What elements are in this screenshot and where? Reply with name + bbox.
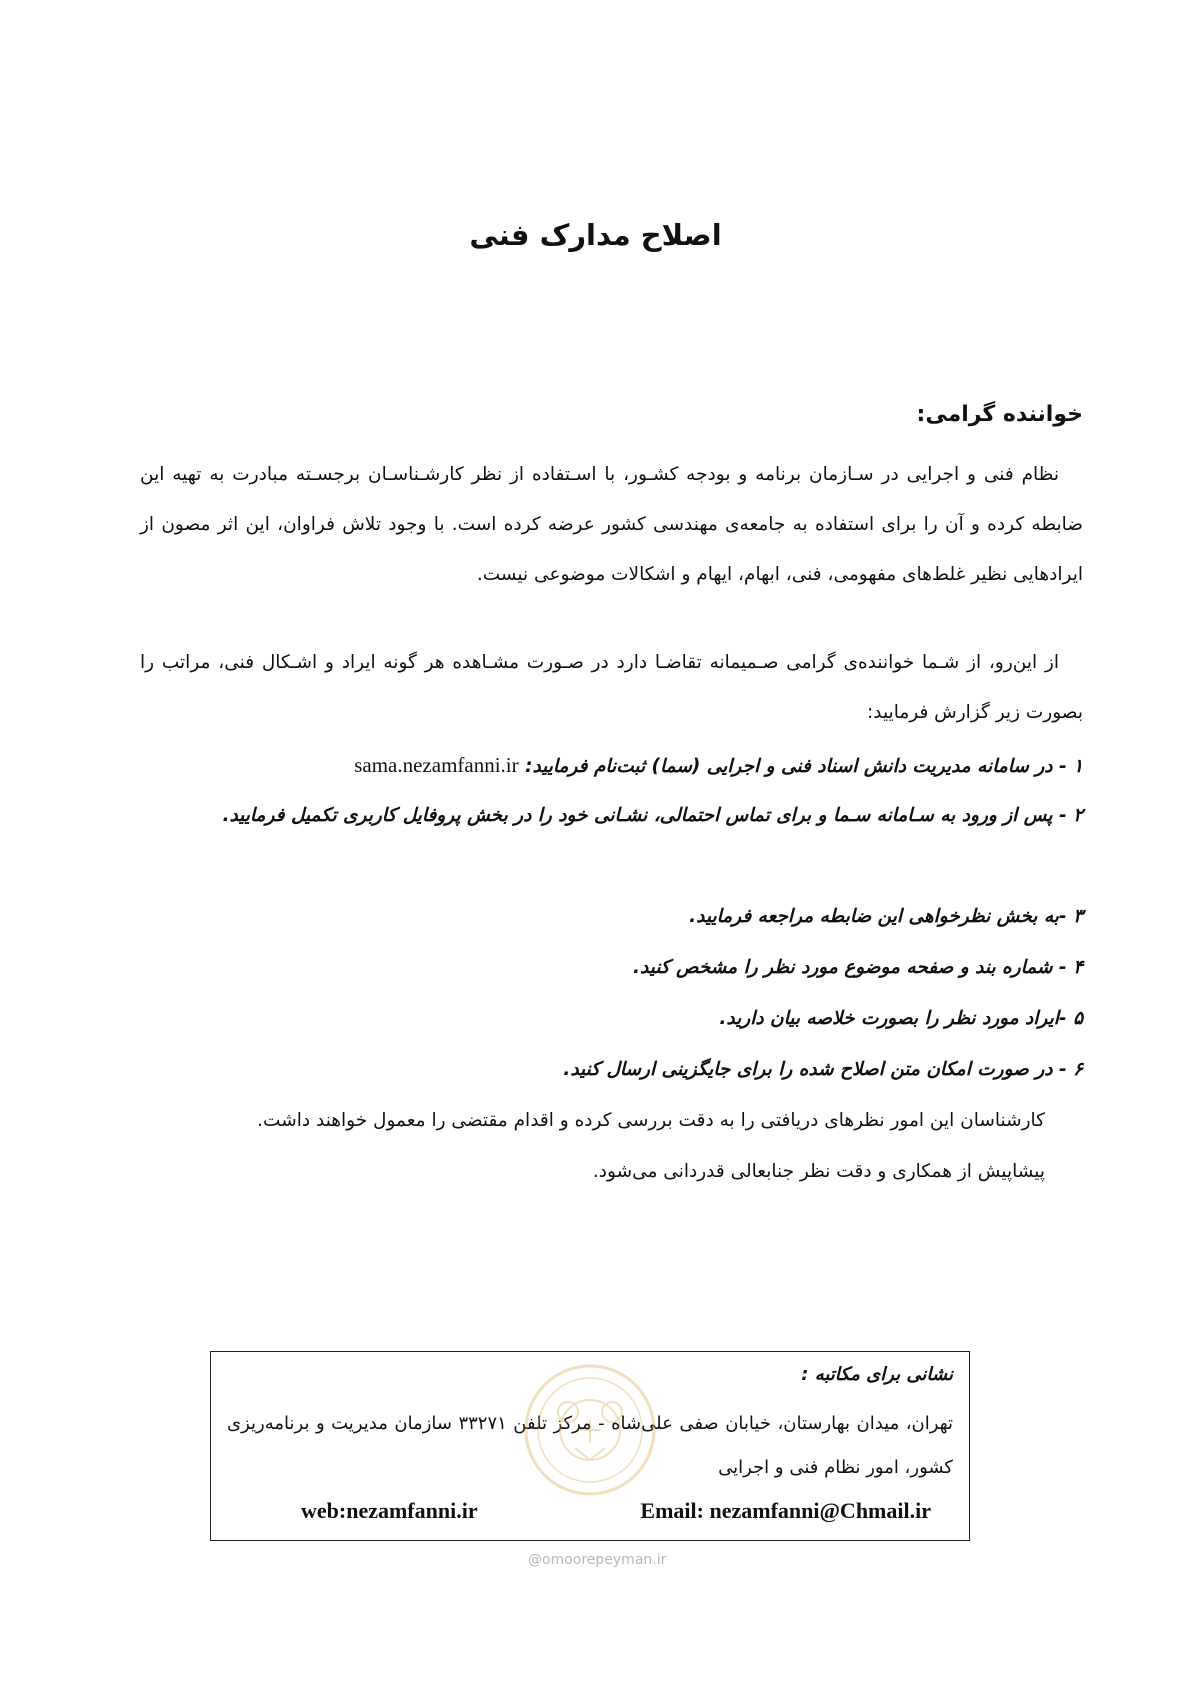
step-6: ۶ - در صورت امکان متن اصلاح شده را برای جایگزینی ارسال کنید. — [563, 1059, 1083, 1080]
step-2: ۲ - پس از ورود به سـامانه سـما و برای تماس احتمالی، نشـانی خود را در بخش پروفایل کاربری تکمیل فرمایید. — [222, 805, 1083, 826]
step-5: ۵ -ایراد مورد نظر را بصورت خلاصه بیان دارید. — [719, 1008, 1083, 1029]
closing-line-2: پیشاپیش از همکاری و دقت نظر جنابعالی قدردانی می‌شود. — [592, 1161, 1045, 1182]
step-1 — [140, 740, 1083, 792]
request-paragraph: از این‌رو، از شـما خواننده‌ی گرامی صـمیمانه تقاضـا دارد در صـورت مشـاهده هر گونه ایراد و اشـکال فنی، مراتب را بصورت زیر گزارش فرمایید: — [140, 652, 1083, 723]
seal-watermark-icon — [520, 1360, 660, 1500]
document-title: اصلاح مدارک فنی — [469, 218, 722, 252]
step-1-text: ۱ - در سامانه مدیریت دانش اسناد فنی و اجرایی (سما) ثبت‌نام فرمایید: — [525, 756, 1083, 777]
address-heading: نشانی برای مکاتبه : — [801, 1364, 953, 1385]
email-link[interactable]: Email: nezamfanni@Chmail.ir — [640, 1498, 931, 1523]
closing-line-1: کارشناسان این امور نظرهای دریافتی را به دقت بررسی کرده و اقدام مقتضی را معمول خواهند داشت. — [257, 1110, 1045, 1131]
watermark-text: @omoorepeyman.ir — [528, 1552, 667, 1568]
step-4: ۴ - شماره بند و صفحه موضوع مورد نظر را مشخص کنید. — [633, 957, 1083, 978]
salutation: خواننده گرامی: — [916, 402, 1083, 427]
sama-link[interactable]: sama.nezamfanni.ir — [354, 753, 519, 777]
postal-address: تهران، میدان بهارستان، خیابان صفی علی‌شاه - مرکز تلفن ۳۳۲۷۱ سازمان مدیریت و برنامه‌ریزی کشور، امور نظام فنی و اجرایی — [227, 1413, 953, 1478]
intro-paragraph: نظام فنی و اجرایی در سـازمان برنامه و بودجه کشـور، با اسـتفاده از نظر کارشـناسـان برجسـته مبادرت به تهیه این ضابطه کرده و آن را برای استفاده به جامعه‌ی مهندسی کشور عرضه کرده است. با وجود تلاش فراوان، این اثر مصون از ایرادهایی نظیر غلط‌های مفهومی، فنی، ابهام، ایهام و اشکالات موضوعی نیست. — [140, 464, 1083, 585]
step-3: ۳ -به بخش نظرخواهی این ضابطه مراجعه فرمایید. — [689, 906, 1083, 927]
website-link[interactable]: web:nezamfanni.ir — [301, 1498, 478, 1523]
